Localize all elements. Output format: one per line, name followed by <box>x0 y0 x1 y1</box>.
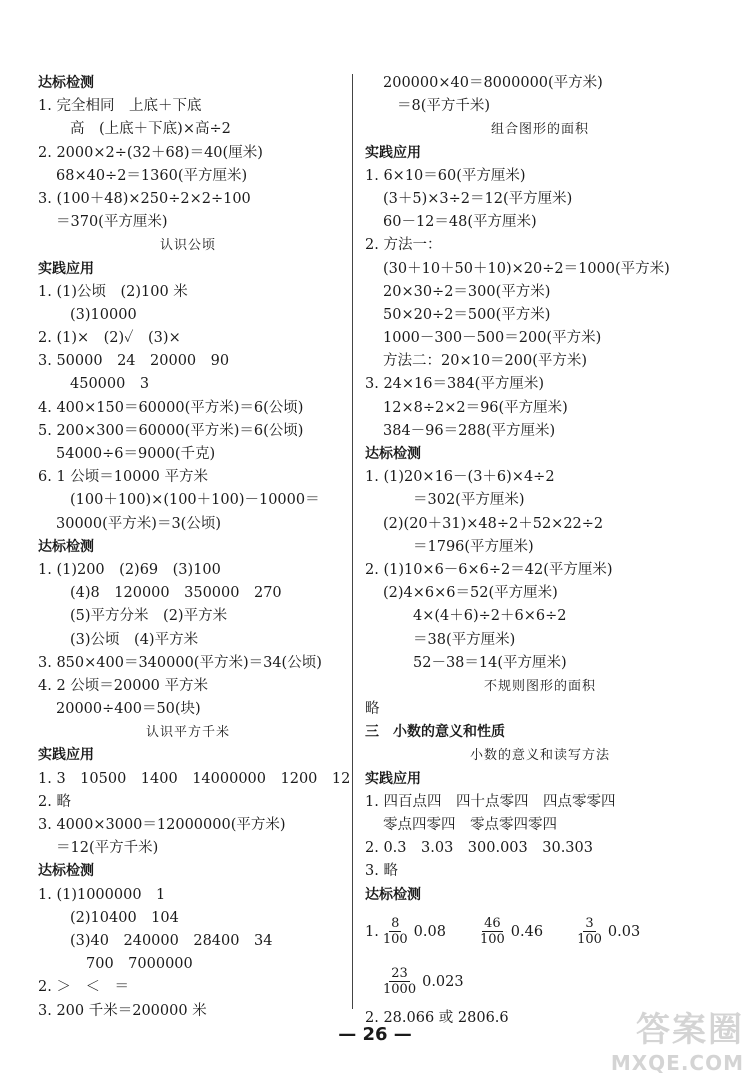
answer-line: (2)10400 104 <box>70 909 179 926</box>
left-column <box>38 72 351 1023</box>
fraction: $\frac{23}{1000}$ <box>383 966 417 998</box>
answer-line: 20000÷400＝50(块) <box>56 701 201 718</box>
answer-line: (3)40 240000 28400 34 <box>70 932 273 949</box>
answer-line: ＝8(平方千米) <box>397 98 491 115</box>
answer-line: 4. 2 公顷＝20000 平方米 <box>38 677 209 694</box>
section-heading: 实践应用 <box>365 144 421 161</box>
answer-line: 6. 1 公顷＝10000 平方米 <box>38 469 209 486</box>
answer-line: 12×8÷2×2＝96(平方厘米) <box>383 399 568 416</box>
answer-line: 3. 50000 24 20000 90 <box>38 353 230 370</box>
section-heading: 达标检测 <box>365 446 421 462</box>
answer-line: 3. (100＋48)×250÷2×2÷100 <box>38 190 251 207</box>
answer-line: 54000÷6＝9000(千克) <box>56 446 216 462</box>
answer-line: 3. 略 <box>365 863 398 880</box>
answer-line: 5. 200×300＝60000(平方米)＝6(公顷) <box>38 422 304 439</box>
answer-line: 1. 6×10＝60(平方厘米) <box>365 167 526 184</box>
answer-line: 零点四零四 零点零四零四 <box>383 817 557 833</box>
section-heading: 达标检测 <box>38 538 94 555</box>
answer-line: 2. 0.3 3.03 300.003 30.303 <box>365 840 593 857</box>
answer-line: 1. 完全相同 上底＋下底 <box>38 98 202 115</box>
subsection-title: 认识公顷 <box>159 238 216 254</box>
answer-line: 2. (1)× (2)✓ (3)× <box>38 330 181 347</box>
answer-line: (2)(20＋31)×48÷2＋52×22÷2 <box>383 515 604 532</box>
answer-line: 3. 4000×3000＝12000000(平方米) <box>38 817 286 833</box>
answer-line: 2. 28.066 或 2806.6 <box>365 1009 509 1026</box>
answer-line: 700 7000000 <box>86 956 193 973</box>
decimal-value: 0.023 <box>422 973 464 990</box>
answer-line: 略 <box>365 701 380 718</box>
subsection-title: 不规则图形的面积 <box>483 678 596 694</box>
subsection-title: 组合图形的面积 <box>490 122 589 138</box>
answer-line: 200000×40＝8000000(平方米) <box>383 75 603 91</box>
answer-line: (100＋100)×(100＋100)－10000＝ <box>70 492 320 509</box>
subsection-title: 认识平方千米 <box>145 725 230 741</box>
answer-line: 高 (上底＋下底)×高÷2 <box>70 121 231 138</box>
section-heading: 达标检测 <box>38 75 94 91</box>
answer-line: 3. 850×400＝340000(平方米)＝34(公顷) <box>38 654 322 671</box>
answer-line: 1. 3 10500 1400 14000000 1200 12 <box>38 770 351 787</box>
answer-line: 384－96＝288(平方厘米) <box>383 422 556 439</box>
answer-line: 2. ＞ ＜ ＝ <box>38 979 129 996</box>
section-heading: 达标检测 <box>365 886 421 903</box>
answer-line: (2)4×6×6＝52(平方厘米) <box>383 585 558 602</box>
section-heading: 达标检测 <box>38 863 94 880</box>
answer-line: (4)8 120000 350000 270 <box>70 585 282 602</box>
fraction-row-label: 1. <box>365 923 379 940</box>
answer-line: 方法二：20×10＝200(平方米) <box>383 353 588 370</box>
answer-line: (30＋10＋50＋10)×20÷2＝1000(平方米) <box>383 260 670 277</box>
fraction-row-2 <box>365 957 715 1007</box>
answer-line: 2. 略 <box>38 793 71 810</box>
page-number: — 26 — <box>338 1024 412 1045</box>
fraction-row-1 <box>365 907 715 957</box>
answer-line: 3. 24×16＝384(平方厘米) <box>365 376 544 393</box>
section-heading: 三 小数的意义和性质 <box>365 724 505 741</box>
answer-line: ＝302(平方厘米) <box>413 492 525 509</box>
fraction: $\frac{8}{100}$ <box>382 916 408 948</box>
answer-line: 30000(平方米)＝3(公顷) <box>56 515 221 532</box>
answer-line: 52－38＝14(平方厘米) <box>413 654 567 671</box>
right-column-lines <box>365 72 715 907</box>
answer-line: 1000－300－500＝200(平方米) <box>383 330 602 347</box>
answer-line: (3)10000 <box>70 306 137 323</box>
answer-line: 2. 2000×2÷(32＋68)＝40(厘米) <box>38 144 263 161</box>
fraction: $\frac{3}{100}$ <box>577 916 602 948</box>
answer-line: 1. (1)公顷 (2)100 米 <box>38 283 188 300</box>
answer-line: 2. 方法一： <box>365 237 442 254</box>
answer-line: ＝370(平方厘米) <box>56 214 168 231</box>
answer-line: 2. (1)10×6－6×6÷2＝42(平方厘米) <box>365 561 613 578</box>
answer-line: 4. 400×150＝60000(平方米)＝6(公顷) <box>38 399 304 416</box>
decimal-value: 0.08 <box>413 923 446 940</box>
section-heading: 实践应用 <box>38 747 94 764</box>
answer-line: 50×20÷2＝500(平方米) <box>383 306 551 323</box>
answer-line: 1. (1)20×16－(3＋6)×4÷2 <box>365 469 555 486</box>
answer-line: (5)平方分米 (2)平方米 <box>70 608 228 625</box>
right-column <box>365 72 715 1030</box>
column-divider <box>352 74 353 1009</box>
answer-line: 60－12＝48(平方厘米) <box>383 214 537 231</box>
section-heading: 实践应用 <box>38 260 94 277</box>
answer-line: 3. 200 千米＝200000 米 <box>38 1002 207 1019</box>
answer-line: ＝38(平方厘米) <box>413 631 516 648</box>
answer-line: ＝12(平方千米) <box>56 840 159 857</box>
answer-line: 20×30÷2＝300(平方米) <box>383 283 551 300</box>
answer-line: 450000 3 <box>70 376 150 393</box>
fraction: $\frac{46}{100}$ <box>479 916 505 948</box>
answer-line: 1. 四百点四 四十点零四 四点零零四 <box>365 793 616 810</box>
section-heading: 实践应用 <box>365 770 421 787</box>
answer-line: 1. (1)1000000 1 <box>38 886 166 903</box>
decimal-value: 0.46 <box>510 923 544 940</box>
answer-line: (3)公顷 (4)平方米 <box>70 631 199 648</box>
answer-line: 68×40÷2＝1360(平方厘米) <box>56 167 248 184</box>
answer-line: 4×(4＋6)÷2＋6×6÷2 <box>413 608 567 625</box>
answer-line: 1. (1)200 (2)69 (3)100 <box>38 561 221 578</box>
watermark-logo: 答案圈 MXQE.COM <box>610 1010 744 1075</box>
answer-line: ＝1796(平方厘米) <box>413 538 534 555</box>
subsection-title: 小数的意义和读写方法 <box>469 748 610 764</box>
decimal-value: 0.03 <box>607 923 641 940</box>
answer-line: (3＋5)×3÷2＝12(平方厘米) <box>383 190 573 207</box>
